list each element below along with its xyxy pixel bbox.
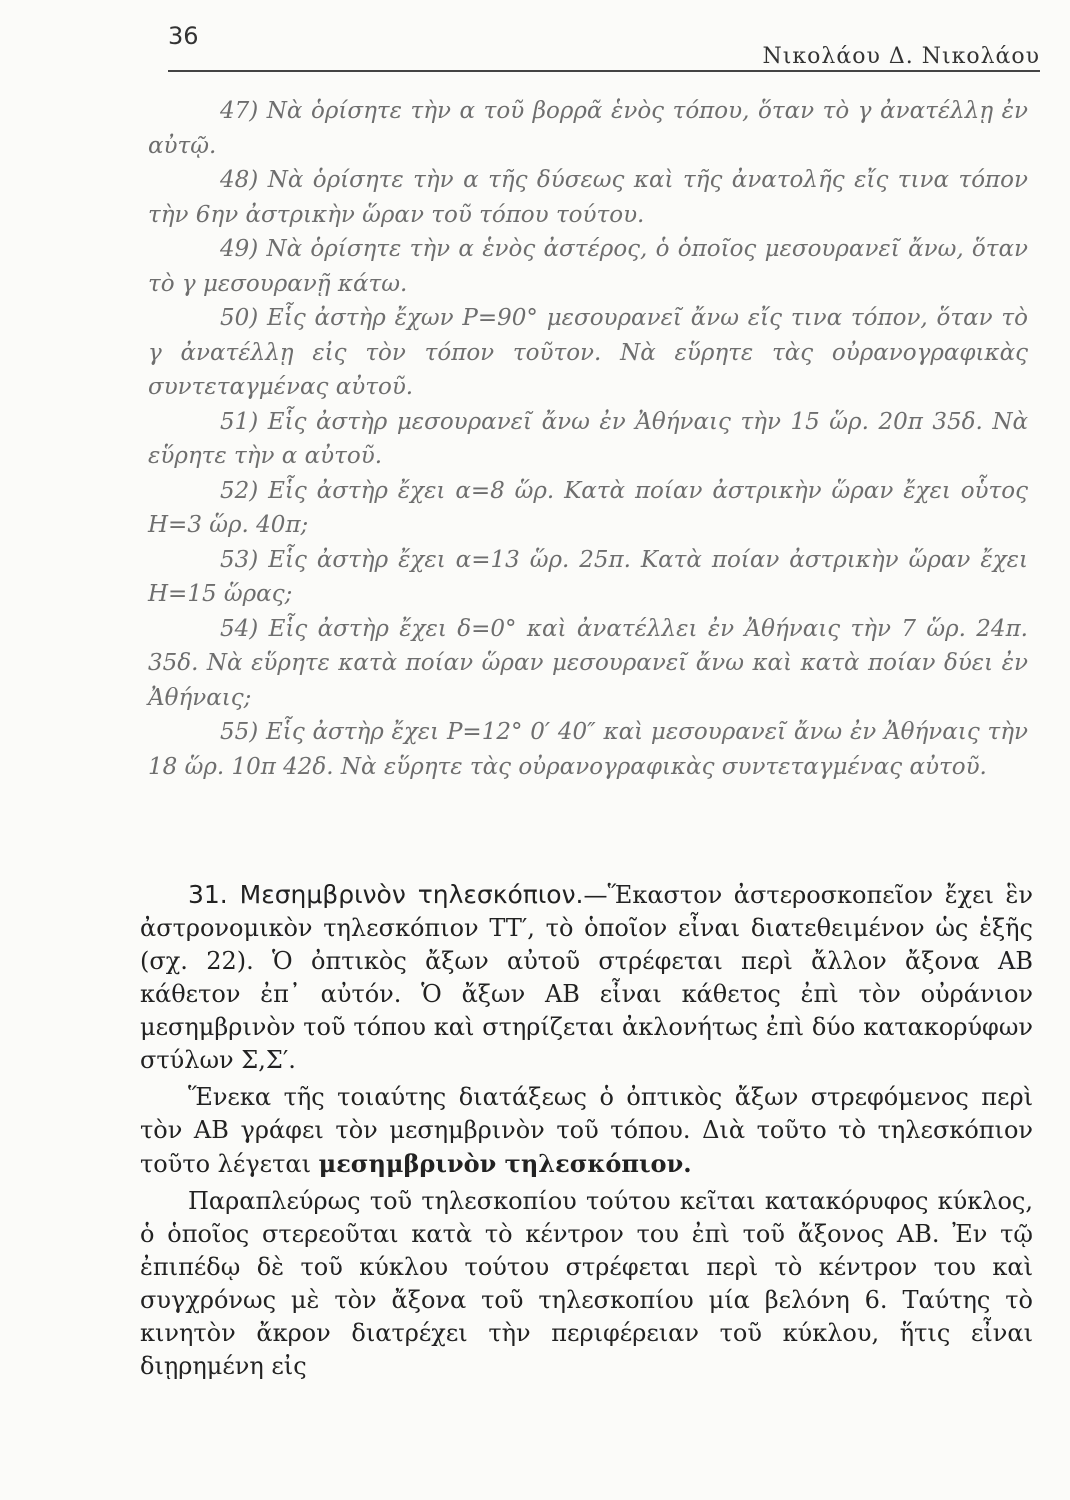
section-paragraph-1 [140, 878, 1033, 1077]
exercise-51: 51) Εἷς ἀστὴρ μεσουρανεῖ ἄνω ἐν Ἀθήναις τὴν 15 ὥρ. 20π 35δ. Νὰ εὕρητε τὴν α αὐτοῦ. [148, 408, 1028, 469]
exercise-52: 52) Εἷς ἀστὴρ ἔχει α=8 ὥρ. Κατὰ ποίαν ἀστρικὴν ὥραν ἔχει οὗτος H=3 ὥρ. 40π; [148, 477, 1028, 538]
exercise-53: 53) Εἷς ἀστὴρ ἔχει α=13 ὥρ. 25π. Κατὰ ποίαν ἀστρικὴν ὥραν ἔχει H=15 ὥρας; [148, 546, 1028, 607]
exercise-54: 54) Εἷς ἀστὴρ ἔχει δ=0° καὶ ἀνατέλλει ἐν Ἀθήναις τὴν 7 ὥρ. 24π. 35δ. Νὰ εὕρητε κατὰ ποίαν ὥραν μεσουρανεῖ ἄνω καὶ κατὰ ποίαν δύει ἐν Ἀθήναις; [148, 615, 1028, 711]
exercise-49: 49) Νὰ ὁρίσητε τὴν α ἑνὸς ἀστέρος, ὁ ὁποῖος μεσουρανεῖ ἄνω, ὅταν τὸ γ μεσουρανῇ κάτω. [148, 236, 1028, 297]
running-head: Νικολάου Δ. Νικολάου [762, 44, 1040, 69]
section-paragraph-3: Παραπλεύρως τοῦ τηλεσκοπίου τούτου κεῖται κατακόρυφος κύκλος, ὁ ὁποῖος στερεοῦται κατὰ τὸ κέντρον του ἐπὶ τοῦ ἄξονος AB. Ἐν τῷ ἐπιπέδῳ δὲ τοῦ κύκλου τούτου στρέφεται περὶ τὸ κέντρον του καὶ συγχρόνως μὲ τὸν ἄξονα τοῦ τηλεσκοπίου μία βελόνη 6. Ταύτης τὸ κινητὸν ἄκρον διατρέχει τὴν περιφέρειαν τοῦ κύκλου, ἥτις εἶναι διῃρημένη εἰς [140, 1187, 1033, 1380]
paragraph-2-text: Ἕνεκα τῆς τοιαύτης διατάξεως ὁ ὀπτικὸς ἄξων στρεφόμενος περὶ τὸν AB γράφει τὸν μεσημβρινὸν τοῦ τόπου. Διὰ τοῦτο τὸ τηλεσκόπιον τοῦτο λέγεται [140, 1083, 1033, 1178]
exercise-50: 50) Εἷς ἀστὴρ ἔχων P=90° μεσουρανεῖ ἄνω εἴς τινα τόπον, ὅταν τὸ γ ἀνατέλλῃ εἰς τὸν τόπον τοῦτον. Νὰ εὕρητε τὰς οὐρανογραφικὰς συντεταγμένας αὐτοῦ. [148, 305, 1028, 400]
section-paragraph-2 [140, 1081, 1033, 1181]
exercise-47: 47) Νὰ ὁρίσητε τὴν α τοῦ βορρᾶ ἑνὸς τόπου, ὅταν τὸ γ ἀνατέλλῃ ἐν αὐτῷ. [148, 98, 1028, 159]
section-intro-text: —Ἕκαστον ἀστεροσκοπεῖον ἔχει ἓν ἀστρονομικὸν τηλεσκόπιον TT′, τὸ ὁποῖον εἶναι διατεθειμένον ὡς ἑξῆς (σχ. 22). Ὁ ὀπτικὸς ἄξων αὐτοῦ στρέφεται περὶ ἄλλον ἄξονα AB κάθετον ἐπ᾽ αὐτόν. Ὁ ἄξων AB εἶναι κάθετος ἐπὶ τὸν οὐράνιον μεσημβρινὸν τοῦ τόπου καὶ στηρίζεται ἀκλονήτως ἐπὶ δύο κατακορύφων στύλων Σ,Σ′. [140, 881, 1033, 1074]
exercise-list [148, 94, 1028, 784]
section-heading: 31. Μεσημβρινὸν τηλεσκόπιον. [188, 880, 584, 909]
page-header [168, 14, 1040, 72]
exercise-55: 55) Εἷς ἀστὴρ ἔχει P=12° 0′ 40″ καὶ μεσουρανεῖ ἄνω ἐν Ἀθήναις τὴν 18 ὥρ. 10π 42δ. Νὰ εὕρητε τὰς οὐρανογραφικὰς συντεταγμένας αὐτοῦ. [148, 719, 1028, 780]
bold-term: μεσημβρινὸν τηλεσκόπιον. [318, 1149, 692, 1178]
exercise-48: 48) Νὰ ὁρίσητε τὴν α τῆς δύσεως καὶ τῆς ἀνατολῆς εἴς τινα τόπον τὴν 6ην ἀστρικὴν ὥραν τοῦ τόπου τούτου. [148, 167, 1028, 228]
section-31 [140, 878, 1033, 1387]
page-number: 36 [168, 22, 199, 50]
